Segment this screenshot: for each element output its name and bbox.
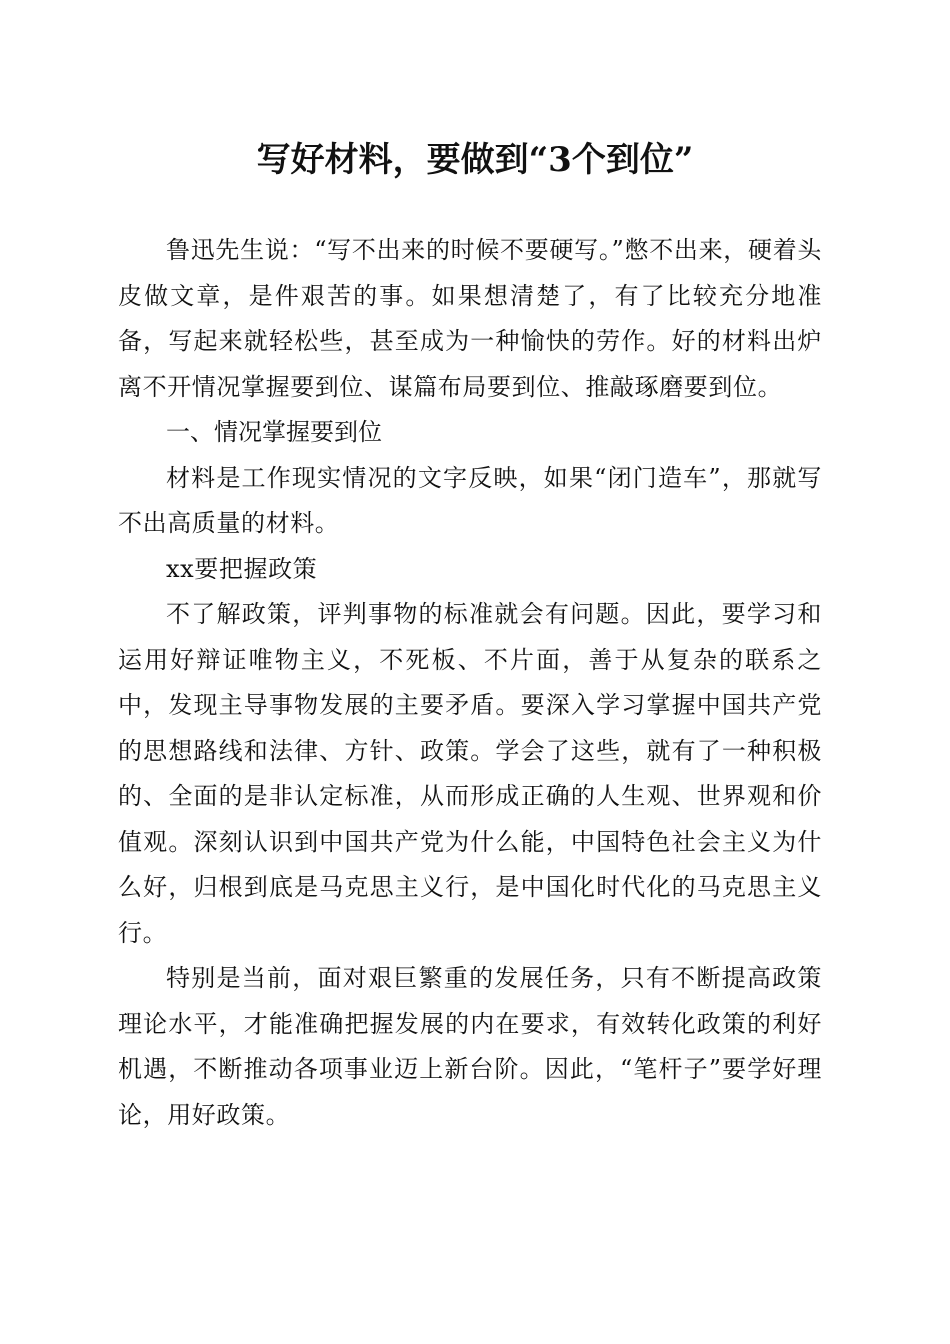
section-1-paragraph: 材料是工作现实情况的文字反映，如果“闭门造车”，那就写不出高质量的材料。 — [118, 463, 822, 537]
document-body — [118, 228, 822, 1138]
subheading-policy: xx要把握政策 — [166, 554, 318, 583]
current-situation-paragraph: 特别是当前，面对艰巨繁重的发展任务，只有不断提高政策理论水平，才能准确把握发展的内在要求，有效转化政策的利好机遇，不断推动各项事业迈上新台阶。因此，“笔杆子”要学好理论，用好政策。 — [118, 964, 822, 1129]
intro-paragraph: 鲁迅先生说：“写不出来的时候不要硬写。”憋不出来，硬着头皮做文章，是件艰苦的事。如果想清楚了，有了比较充分地准备，写起来就轻松些，甚至成为一种愉快的劳作。好的材料出炉离不开情况掌握要到位、谋篇布局要到位、推敲琢磨要到位。 — [118, 236, 822, 401]
section-heading-1: 一、情况掌握要到位 — [166, 418, 382, 446]
policy-paragraph: 不了解政策，评判事物的标准就会有问题。因此，要学习和运用好辩证唯物主义，不死板、不片面，善于从复杂的联系之中，发现主导事物发展的主要矛盾。要深入学习掌握中国共产党的思想路线和法律、方针、政策。学会了这些，就有了一种积极的、全面的是非认定标准，从而形成正确的人生观、世界观和价值观。深刻认识到中国共产党为什么能，中国特色社会主义为什么好，归根到底是马克思主义行，是中国化时代化的马克思主义行。 — [118, 600, 822, 947]
document-title: 写好材料，要做到“3个到位” — [256, 140, 694, 180]
